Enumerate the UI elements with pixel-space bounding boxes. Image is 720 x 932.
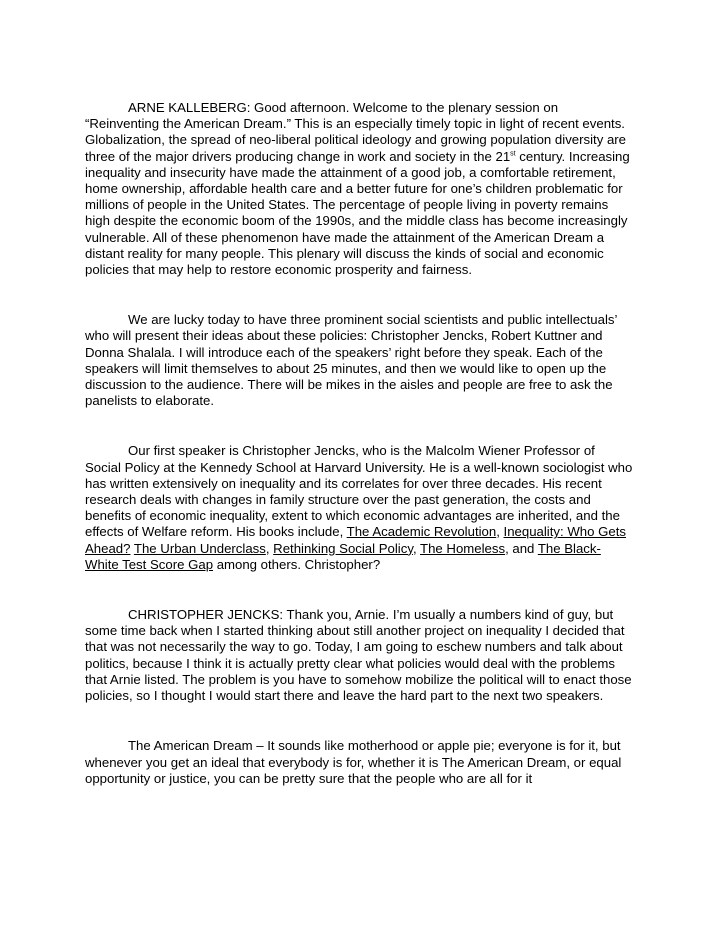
book-title: The Urban Underclass (133, 540, 266, 556)
separator: , (496, 524, 504, 540)
book-title: The Homeless (420, 540, 506, 556)
separator: , and (505, 540, 538, 556)
paragraph-welcome (85, 100, 633, 278)
ordinal-suffix: st (510, 150, 516, 158)
paragraph-jencks-opening: CHRISTOPHER JENCKS: Thank you, Arnie. I’m usually a numbers kind of guy, but some time back when I started thinking about still another project on inequality I decided that that was not necessarily the way to go. Today, I am going to eschew numbers and talk about politics, because I think it is actually pretty clear what policies would deal with the problems that Arnie listed. The problem is you have to somehow mobilize the political will to enact those policies, so I thought I would start there and leave the hard part to the next two speakers. (85, 607, 632, 704)
paragraph-speakers-intro: We are lucky today to have three prominent social scientists and public intellectuals’ who will present their ideas about these policies: Christopher Jencks, Robert Kuttner and Donna Shalala. I will introduce each of the speakers’ right before they speak. Each of the speakers will limit themselves to about 25 minutes, and then we would like to open up the discussion to the audience. There will be mikes in the aisles and people are free to ask the panelists to elaborate. (85, 312, 617, 409)
book-title: Rethinking Social Policy (273, 540, 413, 556)
book-title: The Academic Revolution (346, 524, 497, 540)
paragraph-welcome-text-b: century. Increasing inequality and insecurity have made the attainment of a good job, a comfortable retirement, home ownership, affordable health care and a better future for one’s children problematic for millions of people in the United States. The percentage of people living in poverty remains high despite the economic boom of the 1990s, and the middle class has become increasingly vulnerable. All of these phenomenon have made the attainment of the American Dream a distant reality for many people. This plenary will discuss the kinds of social and economic policies that may help to restore economic prosperity and fairness. (85, 148, 630, 278)
jencks-bio-text: Our first speaker is Christopher Jencks, who is the Malcolm Wiener Professor of Social Policy at the Kennedy School at Harvard University. He is a well-known sociologist who has written extensively on inequality and its correlates for over three decades. His recent research deals with changes in family structure over the past generation, the costs and benefits of economic inequality, extent to which economic advantages are inherited, and the effects of Welfare reform. His books include, (85, 443, 633, 540)
separator: , (265, 540, 274, 556)
separator: , (412, 540, 421, 556)
paragraph-american-dream: The American Dream – It sounds like motherhood or apple pie; everyone is for it, but whenever you get an ideal that everybody is for, whether it is The American Dream, or equal opportunity or justice, you can be pretty sure that the people who are all for it (85, 738, 622, 786)
book-title: The Black-White Test Score Gap (85, 540, 601, 572)
jencks-bio-closing: among others. Christopher? (213, 556, 381, 572)
book-title: Inequality: Who Gets Ahead? (85, 524, 626, 556)
paragraph-jencks-intro (85, 443, 633, 573)
document-page (85, 100, 633, 821)
paragraph-welcome-text-a: ARNE KALLEBERG: Good afternoon. Welcome to the plenary session on “Reinventing the American Dream.” This is an especially timely topic in light of recent events. Globalization, the spread of neo-liberal political ideology and growing population diversity are three of the major drivers producing change in work and society in the 21 (85, 100, 627, 164)
